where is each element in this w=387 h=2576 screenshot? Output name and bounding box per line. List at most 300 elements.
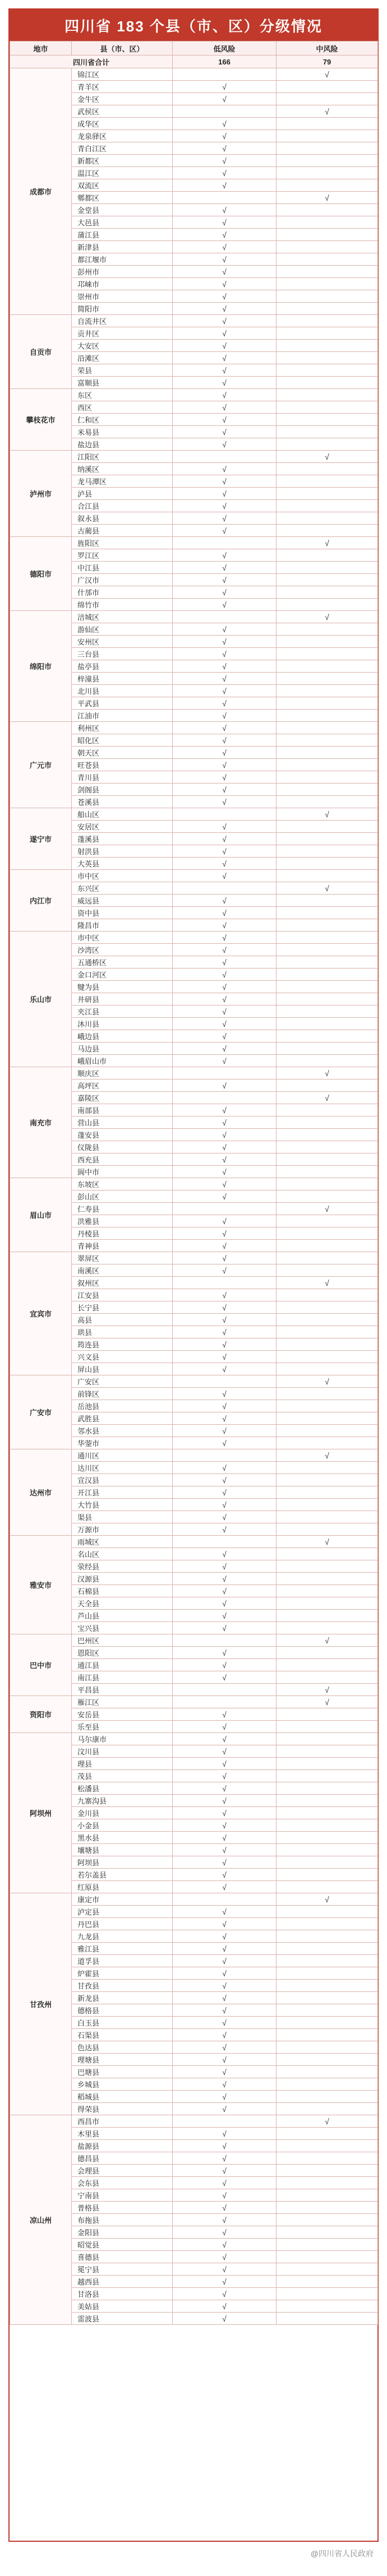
low-risk-cell: √ <box>173 697 277 710</box>
county-name: 朝天区 <box>72 747 173 759</box>
mid-risk-cell <box>277 1252 378 1264</box>
low-risk-cell: √ <box>173 759 277 771</box>
low-risk-cell: √ <box>173 1671 277 1684</box>
low-risk-cell <box>173 1696 277 1708</box>
county-name: 沐川县 <box>72 1018 173 1030</box>
mid-risk-cell <box>277 1770 378 1782</box>
county-name: 东区 <box>72 389 173 401</box>
county-name: 康定市 <box>72 1893 173 1906</box>
mid-risk-cell <box>277 1881 378 1893</box>
low-risk-cell: √ <box>173 2128 277 2140</box>
mid-risk-cell <box>277 167 378 179</box>
low-risk-cell: √ <box>173 858 277 870</box>
low-risk-cell: √ <box>173 722 277 734</box>
county-name: 营山县 <box>72 1116 173 1129</box>
low-risk-cell: √ <box>173 2041 277 2054</box>
county-name: 宝兴县 <box>72 1622 173 1634</box>
mid-risk-cell <box>277 1844 378 1856</box>
mid-risk-cell <box>277 290 378 303</box>
table-row <box>10 1178 378 1190</box>
county-name: 会理县 <box>72 2165 173 2177</box>
low-risk-cell: √ <box>173 2054 277 2066</box>
low-risk-cell: √ <box>173 1980 277 1992</box>
mid-risk-cell <box>277 327 378 340</box>
mid-risk-cell <box>277 1955 378 1967</box>
low-risk-cell: √ <box>173 438 277 451</box>
low-risk-cell: √ <box>173 833 277 845</box>
low-risk-cell: √ <box>173 1400 277 1412</box>
low-risk-cell: √ <box>173 1425 277 1437</box>
county-name: 芦山县 <box>72 1610 173 1622</box>
county-name: 小金县 <box>72 1819 173 1832</box>
county-name: 石渠县 <box>72 2029 173 2041</box>
mid-risk-cell <box>277 981 378 993</box>
mid-risk-cell <box>277 389 378 401</box>
low-risk-cell: √ <box>173 315 277 327</box>
low-risk-cell: √ <box>173 821 277 833</box>
county-name: 都江堰市 <box>72 253 173 266</box>
county-name: 名山区 <box>72 1548 173 1560</box>
county-name: 冕宁县 <box>72 2263 173 2276</box>
low-risk-cell: √ <box>173 1079 277 1092</box>
city-name: 雅安市 <box>10 1536 72 1634</box>
low-risk-cell: √ <box>173 1240 277 1252</box>
mid-risk-cell <box>277 500 378 512</box>
low-risk-cell: √ <box>173 2004 277 2017</box>
county-name: 雅江县 <box>72 1943 173 1955</box>
low-risk-cell: √ <box>173 636 277 648</box>
table-row <box>10 870 378 882</box>
mid-risk-cell <box>277 475 378 488</box>
low-risk-cell: √ <box>173 1129 277 1141</box>
county-name: 苍溪县 <box>72 796 173 808</box>
mid-risk-cell <box>277 1400 378 1412</box>
mid-risk-cell <box>277 734 378 747</box>
city-name: 攀枝花市 <box>10 389 72 451</box>
county-name: 贡井区 <box>72 327 173 340</box>
mid-risk-cell <box>277 1980 378 1992</box>
county-name: 顺庆区 <box>72 1067 173 1079</box>
county-name: 蓬溪县 <box>72 833 173 845</box>
mid-risk-cell <box>277 919 378 932</box>
table-row <box>10 68 378 81</box>
county-name: 嘉陵区 <box>72 1092 173 1104</box>
county-name: 青白江区 <box>72 142 173 155</box>
city-name: 阿坝州 <box>10 1733 72 1893</box>
mid-risk-cell: √ <box>277 451 378 463</box>
low-risk-cell: √ <box>173 389 277 401</box>
mid-risk-cell <box>277 993 378 1006</box>
mid-risk-cell <box>277 1758 378 1770</box>
mid-risk-cell <box>277 1129 378 1141</box>
low-risk-cell: √ <box>173 1215 277 1227</box>
mid-risk-cell <box>277 1548 378 1560</box>
mid-risk-cell <box>277 1782 378 1795</box>
low-risk-cell: √ <box>173 426 277 438</box>
county-name: 稻城县 <box>72 2091 173 2103</box>
table-row <box>10 315 378 327</box>
low-risk-cell: √ <box>173 2288 277 2300</box>
mid-risk-cell <box>277 1671 378 1684</box>
low-risk-cell: √ <box>173 562 277 574</box>
county-name: 武胜县 <box>72 1412 173 1425</box>
county-name: 盐边县 <box>72 438 173 451</box>
low-risk-cell: √ <box>173 2263 277 2276</box>
county-name: 恩阳区 <box>72 1647 173 1659</box>
mid-risk-cell <box>277 1721 378 1733</box>
county-name: 阆中市 <box>72 1166 173 1178</box>
mid-risk-cell <box>277 315 378 327</box>
mid-risk-cell <box>277 944 378 956</box>
county-name: 青川县 <box>72 771 173 784</box>
table-row <box>10 1536 378 1548</box>
mid-risk-cell <box>277 599 378 611</box>
low-risk-cell: √ <box>173 673 277 685</box>
low-risk-cell: √ <box>173 956 277 969</box>
low-risk-cell: √ <box>173 1844 277 1856</box>
county-name: 九龙县 <box>72 1930 173 1943</box>
low-risk-cell: √ <box>173 142 277 155</box>
mid-risk-cell <box>277 685 378 697</box>
mid-risk-cell <box>277 1918 378 1930</box>
city-name: 绵阳市 <box>10 611 72 722</box>
low-risk-cell: √ <box>173 167 277 179</box>
mid-risk-cell <box>277 488 378 500</box>
mid-risk-cell <box>277 1240 378 1252</box>
county-name: 彭州市 <box>72 266 173 278</box>
county-name: 三台县 <box>72 648 173 660</box>
mid-risk-cell <box>277 229 378 241</box>
mid-risk-cell: √ <box>277 1203 378 1215</box>
mid-risk-cell <box>277 303 378 315</box>
mid-risk-cell <box>277 969 378 981</box>
mid-risk-cell <box>277 771 378 784</box>
low-risk-cell: √ <box>173 932 277 944</box>
county-name: 壤塘县 <box>72 1844 173 1856</box>
low-risk-cell: √ <box>173 1622 277 1634</box>
low-risk-cell <box>173 808 277 821</box>
mid-risk-cell: √ <box>277 1067 378 1079</box>
county-name: 甘洛县 <box>72 2288 173 2300</box>
county-name: 得荣县 <box>72 2103 173 2115</box>
county-name: 马边县 <box>72 1043 173 1055</box>
city-name: 凉山州 <box>10 2115 72 2325</box>
county-name: 青神县 <box>72 1240 173 1252</box>
mid-risk-cell <box>277 1992 378 2004</box>
mid-risk-cell: √ <box>277 537 378 549</box>
county-name: 盐亭县 <box>72 660 173 673</box>
mid-risk-cell <box>277 2041 378 2054</box>
low-risk-cell: √ <box>173 1560 277 1573</box>
mid-risk-cell <box>277 1055 378 1067</box>
mid-risk-cell <box>277 574 378 586</box>
low-risk-cell: √ <box>173 1153 277 1166</box>
mid-risk-cell <box>277 1153 378 1166</box>
low-risk-cell: √ <box>173 2103 277 2115</box>
low-risk-cell: √ <box>173 1819 277 1832</box>
low-risk-cell: √ <box>173 1832 277 1844</box>
table-row <box>10 1375 378 1388</box>
mid-risk-cell: √ <box>277 1893 378 1906</box>
mid-risk-cell: √ <box>277 1634 378 1647</box>
county-name: 筠连县 <box>72 1338 173 1351</box>
header-county: 县（市、区） <box>72 41 173 55</box>
county-name: 木里县 <box>72 2128 173 2140</box>
county-name: 仪陇县 <box>72 1141 173 1153</box>
mid-risk-cell <box>277 179 378 192</box>
low-risk-cell: √ <box>173 1511 277 1523</box>
low-risk-cell: √ <box>173 290 277 303</box>
county-name: 九寨沟县 <box>72 1795 173 1807</box>
county-name: 合江县 <box>72 500 173 512</box>
low-risk-cell: √ <box>173 1807 277 1819</box>
low-risk-cell: √ <box>173 155 277 167</box>
mid-risk-cell <box>277 401 378 414</box>
low-risk-cell: √ <box>173 2029 277 2041</box>
mid-risk-cell <box>277 1141 378 1153</box>
mid-risk-cell <box>277 870 378 882</box>
county-name: 西充县 <box>72 1153 173 1166</box>
table-row <box>10 451 378 463</box>
county-name: 天全县 <box>72 1597 173 1610</box>
county-name: 蓬安县 <box>72 1129 173 1141</box>
mid-risk-cell <box>277 1708 378 1721</box>
low-risk-cell: √ <box>173 81 277 93</box>
mid-risk-cell <box>277 1622 378 1634</box>
low-risk-cell: √ <box>173 1018 277 1030</box>
county-name: 船山区 <box>72 808 173 821</box>
mid-risk-cell <box>277 660 378 673</box>
mid-risk-cell <box>277 2226 378 2239</box>
mid-risk-cell <box>277 956 378 969</box>
county-name: 雷波县 <box>72 2313 173 2325</box>
low-risk-cell: √ <box>173 1659 277 1671</box>
mid-risk-cell <box>277 2214 378 2226</box>
low-risk-cell: √ <box>173 969 277 981</box>
low-risk-cell: √ <box>173 648 277 660</box>
mid-risk-cell <box>277 1474 378 1486</box>
county-name: 叙永县 <box>72 512 173 525</box>
low-risk-cell <box>173 1203 277 1215</box>
low-risk-cell: √ <box>173 1141 277 1153</box>
mid-risk-cell <box>277 414 378 426</box>
county-name: 甘孜县 <box>72 1980 173 1992</box>
county-name: 昭觉县 <box>72 2239 173 2251</box>
city-name: 遂宁市 <box>10 808 72 870</box>
county-name: 涪城区 <box>72 611 173 623</box>
mid-risk-cell <box>277 216 378 229</box>
low-risk-cell: √ <box>173 525 277 537</box>
county-name: 夹江县 <box>72 1006 173 1018</box>
mid-risk-cell <box>277 1795 378 1807</box>
county-name: 德昌县 <box>72 2152 173 2165</box>
low-risk-cell: √ <box>173 870 277 882</box>
header-city: 地市 <box>10 41 72 55</box>
county-name: 广汉市 <box>72 574 173 586</box>
county-name: 乐至县 <box>72 1721 173 1733</box>
county-name: 泸定县 <box>72 1906 173 1918</box>
county-name: 大安区 <box>72 340 173 352</box>
county-name: 江安县 <box>72 1289 173 1301</box>
mid-risk-cell <box>277 1597 378 1610</box>
mid-risk-cell: √ <box>277 611 378 623</box>
low-risk-cell: √ <box>173 2152 277 2165</box>
table-row <box>10 1893 378 1906</box>
county-name: 荣县 <box>72 364 173 377</box>
county-name: 松潘县 <box>72 1782 173 1795</box>
mid-risk-cell <box>277 2054 378 2066</box>
mid-risk-cell <box>277 2029 378 2041</box>
low-risk-cell: √ <box>173 1486 277 1499</box>
county-name: 西昌市 <box>72 2115 173 2128</box>
mid-risk-cell <box>277 463 378 475</box>
mid-risk-cell <box>277 1560 378 1573</box>
mid-risk-cell: √ <box>277 1277 378 1289</box>
county-name: 武侯区 <box>72 105 173 118</box>
mid-risk-cell <box>277 2251 378 2263</box>
low-risk-cell: √ <box>173 1869 277 1881</box>
low-risk-cell: √ <box>173 1573 277 1585</box>
low-risk-cell: √ <box>173 2300 277 2313</box>
low-risk-cell: √ <box>173 414 277 426</box>
low-risk-cell: √ <box>173 734 277 747</box>
county-name: 丹巴县 <box>72 1918 173 1930</box>
low-risk-cell: √ <box>173 488 277 500</box>
low-risk-cell: √ <box>173 93 277 105</box>
county-name: 色达县 <box>72 2041 173 2054</box>
mid-risk-cell <box>277 340 378 352</box>
county-name: 龙泉驿区 <box>72 130 173 142</box>
low-risk-cell: √ <box>173 1462 277 1474</box>
low-risk-cell: √ <box>173 1314 277 1326</box>
low-risk-cell: √ <box>173 895 277 907</box>
mid-risk-cell: √ <box>277 1092 378 1104</box>
low-risk-cell: √ <box>173 1856 277 1869</box>
low-risk-cell: √ <box>173 993 277 1006</box>
county-name: 炉霍县 <box>72 1967 173 1980</box>
mid-risk-cell <box>277 204 378 216</box>
low-risk-cell: √ <box>173 574 277 586</box>
mid-risk-cell <box>277 759 378 771</box>
county-name: 前锋区 <box>72 1388 173 1400</box>
county-name: 马尔康市 <box>72 1733 173 1745</box>
county-name: 石棉县 <box>72 1585 173 1597</box>
county-name: 仁和区 <box>72 414 173 426</box>
mid-risk-cell <box>277 2202 378 2214</box>
table-row <box>10 1252 378 1264</box>
mid-risk-cell <box>277 377 378 389</box>
county-name: 雁江区 <box>72 1696 173 1708</box>
mid-risk-cell <box>277 710 378 722</box>
city-name: 巴中市 <box>10 1634 72 1696</box>
county-name: 金堂县 <box>72 204 173 216</box>
county-name: 富顺县 <box>72 377 173 389</box>
county-name: 罗江区 <box>72 549 173 562</box>
county-name: 仁寿县 <box>72 1203 173 1215</box>
low-risk-cell: √ <box>173 2214 277 2226</box>
mid-risk-cell <box>277 1832 378 1844</box>
low-risk-cell <box>173 451 277 463</box>
mid-risk-cell <box>277 673 378 685</box>
table-row <box>10 932 378 944</box>
low-risk-cell: √ <box>173 1585 277 1597</box>
low-risk-cell: √ <box>173 500 277 512</box>
county-name: 龙马潭区 <box>72 475 173 488</box>
low-risk-cell: √ <box>173 327 277 340</box>
low-risk-cell: √ <box>173 1326 277 1338</box>
county-name: 新津县 <box>72 241 173 253</box>
county-name: 什邡市 <box>72 586 173 599</box>
mid-risk-cell <box>277 623 378 636</box>
mid-risk-cell <box>277 2189 378 2202</box>
county-name: 南江县 <box>72 1671 173 1684</box>
county-name: 巴塘县 <box>72 2066 173 2078</box>
county-name: 昭化区 <box>72 734 173 747</box>
mid-risk-cell: √ <box>277 1696 378 1708</box>
mid-risk-cell <box>277 1018 378 1030</box>
low-risk-cell: √ <box>173 1388 277 1400</box>
low-risk-cell: √ <box>173 266 277 278</box>
county-name: 古蔺县 <box>72 525 173 537</box>
mid-risk-cell <box>277 2004 378 2017</box>
city-name: 成都市 <box>10 68 72 315</box>
low-risk-cell <box>173 1893 277 1906</box>
mid-risk-cell <box>277 1906 378 1918</box>
low-risk-cell: √ <box>173 1178 277 1190</box>
county-name: 东兴区 <box>72 882 173 895</box>
mid-risk-cell <box>277 426 378 438</box>
county-name: 广安区 <box>72 1375 173 1388</box>
low-risk-cell: √ <box>173 118 277 130</box>
risk-table <box>10 41 378 2325</box>
county-name: 越西县 <box>72 2276 173 2288</box>
low-risk-cell: √ <box>173 229 277 241</box>
mid-risk-cell <box>277 747 378 759</box>
low-risk-cell: √ <box>173 1363 277 1375</box>
low-risk-cell: √ <box>173 377 277 389</box>
mid-risk-cell <box>277 2103 378 2115</box>
mid-risk-cell <box>277 2066 378 2078</box>
low-risk-cell <box>173 611 277 623</box>
low-risk-cell: √ <box>173 1437 277 1449</box>
county-name: 渠县 <box>72 1511 173 1523</box>
mid-risk-cell <box>277 1745 378 1758</box>
county-name: 游仙区 <box>72 623 173 636</box>
city-name: 达州市 <box>10 1449 72 1536</box>
low-risk-cell: √ <box>173 1190 277 1203</box>
county-name: 安岳县 <box>72 1708 173 1721</box>
low-risk-cell: √ <box>173 944 277 956</box>
mid-risk-cell <box>277 1943 378 1955</box>
county-name: 岳池县 <box>72 1400 173 1412</box>
low-risk-cell: √ <box>173 463 277 475</box>
city-name: 广元市 <box>10 722 72 808</box>
low-risk-cell: √ <box>173 1770 277 1782</box>
mid-risk-cell <box>277 1930 378 1943</box>
county-name: 安居区 <box>72 821 173 833</box>
county-name: 理塘县 <box>72 2054 173 2066</box>
table-row <box>10 1696 378 1708</box>
county-name: 市中区 <box>72 870 173 882</box>
county-name: 巴州区 <box>72 1634 173 1647</box>
mid-risk-cell <box>277 2288 378 2300</box>
mid-risk-cell <box>277 1388 378 1400</box>
mid-risk-cell <box>277 1869 378 1881</box>
county-name: 新都区 <box>72 155 173 167</box>
county-name: 普格县 <box>72 2202 173 2214</box>
page-title: 四川省 183 个县（市、区）分级情况 <box>10 10 377 41</box>
low-risk-cell <box>173 1684 277 1696</box>
